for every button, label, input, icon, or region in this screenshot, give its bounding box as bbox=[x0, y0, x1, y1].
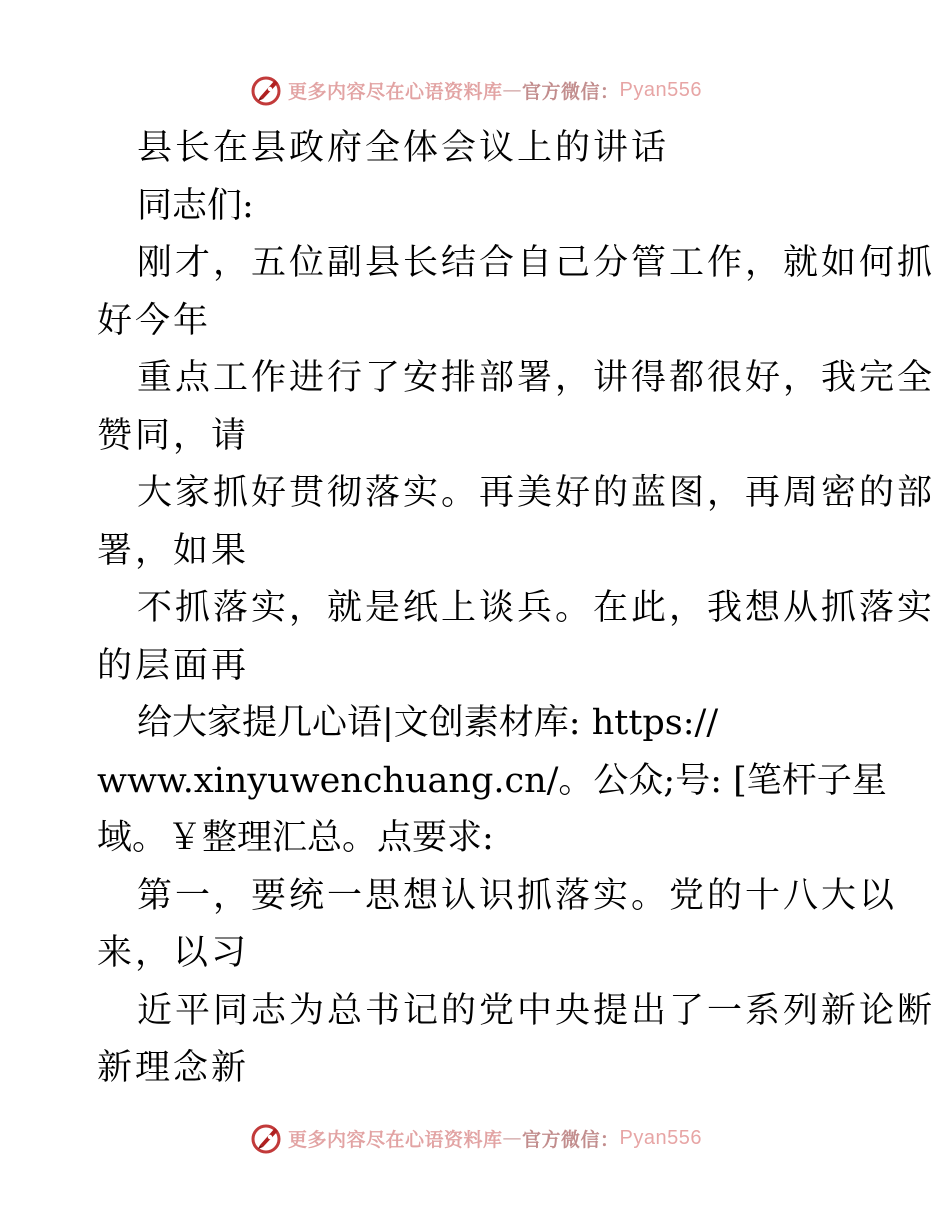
text-line: 域。￥整理汇总。点要求: bbox=[97, 818, 494, 858]
text-line: 的层面再 bbox=[97, 645, 250, 686]
document-body bbox=[97, 120, 936, 1098]
text-line: 赞同，请 bbox=[97, 415, 250, 456]
text-line: 给大家提几心语|文创素材库: https:// bbox=[137, 703, 719, 743]
text-line: 重点工作进行了安排部署，讲得都很好，我完全 bbox=[137, 358, 936, 398]
text-line: 第一，要统一思想认识抓落实。党的十八大以 bbox=[137, 875, 898, 916]
header-banner[interactable] bbox=[0, 70, 950, 110]
text-line: 近平同志为总书记的党中央提出了一系列新论断 bbox=[137, 990, 936, 1031]
banner-wechat-id: Pyan556 bbox=[619, 1126, 702, 1149]
banner-dash: — bbox=[502, 79, 523, 101]
text-line: 刚才，五位副县长结合自己分管工作，就如何抓 bbox=[137, 243, 936, 283]
text-line: www.xinyuwenchuang.cn/。公众;号: [笔杆子星 bbox=[97, 760, 887, 801]
banner-site-text: 更多内容尽在心语资料库 bbox=[288, 80, 503, 103]
banner-site-text: 更多内容尽在心语资料库 bbox=[288, 1128, 503, 1151]
banner-wechat-label: 官方微信： bbox=[522, 1128, 620, 1151]
salutation: 同志们: bbox=[137, 185, 254, 226]
banner-wechat-label: 官方微信： bbox=[522, 80, 620, 103]
pen-logo-icon bbox=[248, 1120, 284, 1156]
pen-logo-icon bbox=[248, 72, 284, 108]
text-line: 署，如果 bbox=[97, 530, 250, 571]
text-line: 来，以习 bbox=[97, 933, 250, 973]
text-line: 好今年 bbox=[97, 300, 212, 341]
banner-wechat-id: Pyan556 bbox=[619, 78, 702, 101]
document-title: 县长在县政府全体会议上的讲话 bbox=[137, 128, 670, 168]
banner-dash: — bbox=[502, 1127, 523, 1149]
text-line: 大家抓好贯彻落实。再美好的蓝图，再周密的部 bbox=[137, 473, 936, 513]
text-line: 新理念新 bbox=[97, 1048, 250, 1088]
text-line: 不抓落实，就是纸上谈兵。在此，我想从抓落实 bbox=[137, 588, 936, 628]
footer-banner[interactable] bbox=[0, 1118, 950, 1158]
